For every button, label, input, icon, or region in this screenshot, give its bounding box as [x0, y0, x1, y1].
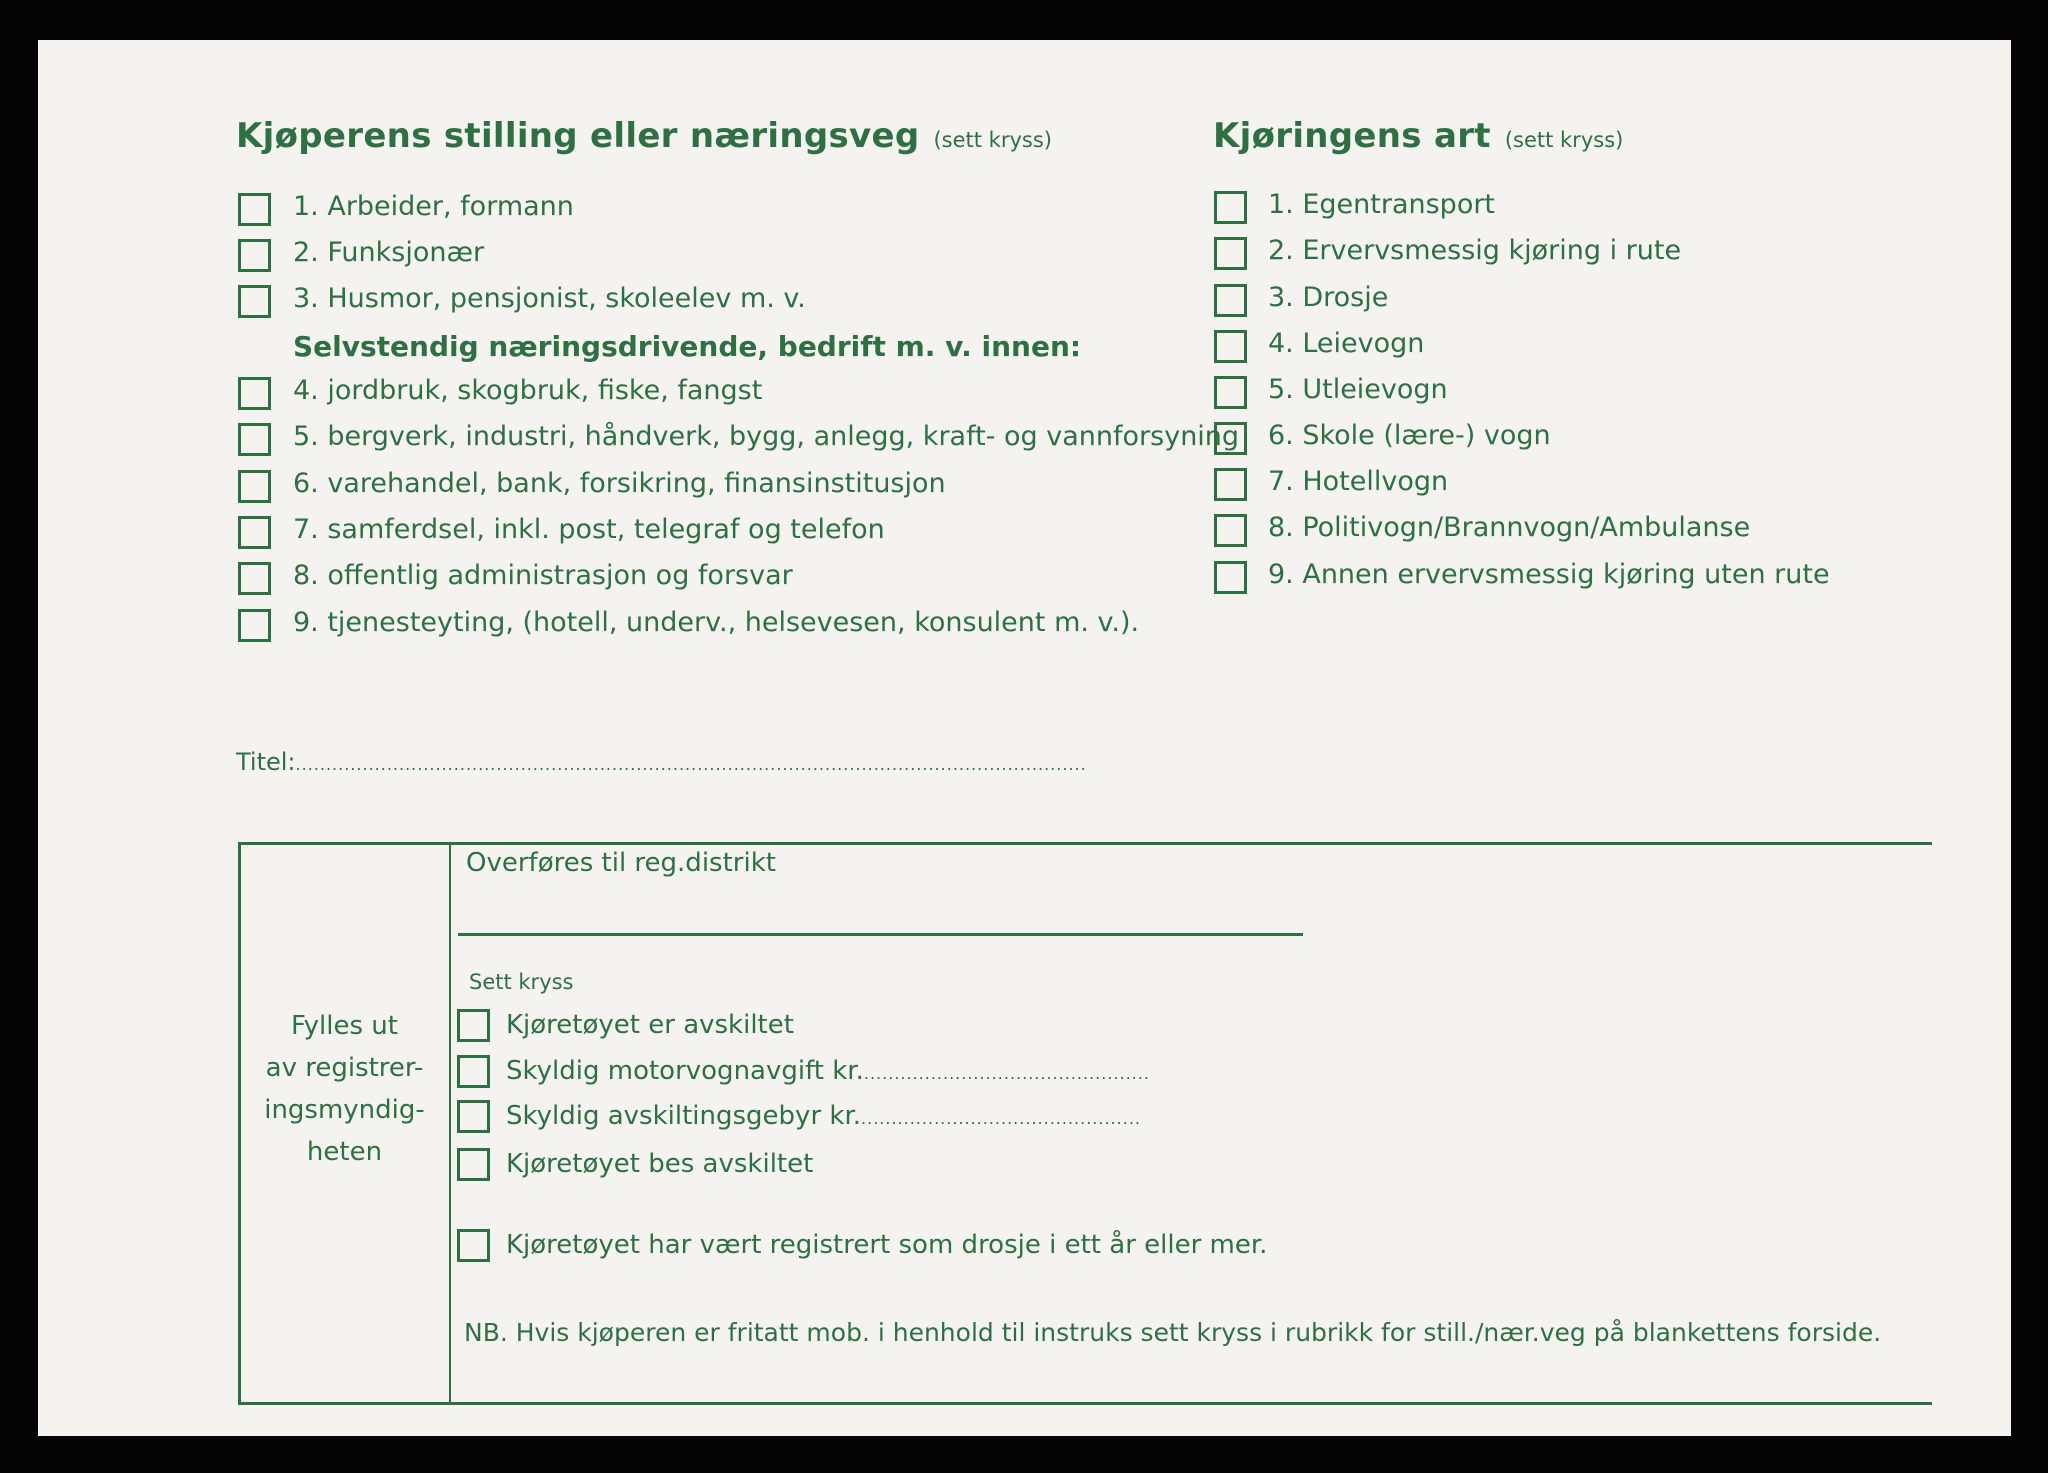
title-label: Titel: [236, 748, 296, 776]
vehicle-tax-owed-label: Skyldig motorvognavgift kr. [506, 1056, 864, 1086]
driving-item-9: 9. Annen ervervsmessig kjøring uten rute [1268, 559, 1830, 590]
checkbox-driving-8[interactable] [1214, 514, 1247, 547]
checkbox-driving-7[interactable] [1214, 468, 1247, 501]
checkbox-request-deregistration[interactable] [457, 1148, 490, 1181]
side-label-line-4: heten [306, 1137, 383, 1167]
self-employed-subheading: Selvstendig næringsdrivende, bedrift m. v. innen: [293, 330, 1082, 363]
vehicle-tax-amount-field[interactable]: ............................................... [863, 1064, 1150, 1083]
check-instruction: Sett kryss [469, 970, 574, 994]
registry-side-label [252, 1005, 437, 1173]
registered-taxi-label: Kjøretøyet har vært registrert som drosje i ett år eller mer. [506, 1230, 1268, 1260]
driving-type-title: Kjøringens art [1213, 116, 1491, 156]
request-deregistration-label: Kjøretøyet bes avskiltet [506, 1149, 814, 1179]
checkbox-occupation-1[interactable] [238, 193, 271, 226]
checkbox-driving-4[interactable] [1214, 330, 1247, 363]
checkbox-deregistration-fee-owed[interactable] [457, 1100, 490, 1133]
registry-box-top-border [238, 842, 1932, 845]
occupation-item-4: 4. jordbruk, skogbruk, fiske, fangst [293, 375, 763, 406]
checkbox-registered-taxi[interactable] [457, 1229, 490, 1262]
checkbox-driving-5[interactable] [1214, 376, 1247, 409]
checkbox-occupation-9[interactable] [238, 609, 271, 642]
driving-item-5: 5. Utleievogn [1268, 374, 1448, 405]
buyer-occupation-note: (sett kryss) [933, 128, 1052, 152]
occupation-item-2: 2. Funksjonær [293, 237, 485, 268]
driving-item-4: 4. Leievogn [1268, 328, 1425, 359]
occupation-item-8: 8. offentlig administrasjon og forsvar [293, 560, 793, 591]
driving-item-1: 1. Egentransport [1268, 189, 1496, 220]
driving-item-6: 6. Skole (lære-) vogn [1268, 420, 1551, 451]
side-label-line-1: Fylles ut [291, 1011, 398, 1041]
nb-note: NB. Hvis kjøperen er fritatt mob. i henhold til instruks sett kryss i rubrikk for still./nær.veg på blankettens forside. [464, 1318, 1882, 1347]
driving-item-8: 8. Politivogn/Brannvogn/Ambulanse [1268, 512, 1751, 543]
title-field[interactable] [236, 748, 1087, 776]
occupation-item-5: 5. bergverk, industri, håndverk, bygg, anlegg, kraft- og vannforsyning [293, 421, 1240, 452]
driving-type-heading [1213, 116, 1623, 156]
checkbox-occupation-2[interactable] [238, 239, 271, 272]
deregistration-fee-row [506, 1101, 1141, 1131]
checkbox-driving-1[interactable] [1214, 191, 1247, 224]
buyer-occupation-title: Kjøperens stilling eller næringsveg [236, 116, 920, 156]
side-label-line-2: av registrer- [265, 1053, 424, 1083]
vehicle-tax-owed-row [506, 1056, 1150, 1086]
occupation-item-7: 7. samferdsel, inkl. post, telegraf og telefon [293, 514, 885, 545]
transfer-district-label: Overføres til reg.distrikt [466, 848, 776, 878]
driving-type-note: (sett kryss) [1504, 128, 1624, 152]
registry-box-bottom-border [238, 1402, 1932, 1405]
occupation-item-3: 3. Husmor, pensjonist, skoleelev m. v. [293, 283, 806, 314]
checkbox-occupation-3[interactable] [238, 285, 271, 318]
registry-box-left-border [238, 842, 241, 1405]
checkbox-driving-9[interactable] [1214, 561, 1247, 594]
deregistration-fee-label: Skyldig avskiltingsgebyr kr. [506, 1101, 862, 1131]
side-label-line-3: ingsmyndig- [264, 1095, 425, 1125]
checkbox-driving-6[interactable] [1214, 422, 1247, 455]
checkbox-occupation-7[interactable] [238, 516, 271, 549]
occupation-item-1: 1. Arbeider, formann [293, 191, 574, 222]
transfer-district-field[interactable] [458, 933, 1303, 936]
checkbox-driving-2[interactable] [1214, 237, 1247, 270]
checkbox-vehicle-tax-owed[interactable] [457, 1055, 490, 1088]
deregistration-fee-amount-field[interactable]: .............................................. [861, 1109, 1141, 1128]
buyer-occupation-heading [236, 116, 1052, 156]
title-dotted-line: .................................................................................................................................. [295, 755, 1087, 774]
checkbox-occupation-8[interactable] [238, 562, 271, 595]
deregistered-label: Kjøretøyet er avskiltet [506, 1010, 794, 1040]
driving-item-3: 3. Drosje [1268, 282, 1389, 313]
checkbox-driving-3[interactable] [1214, 284, 1247, 317]
checkbox-occupation-6[interactable] [238, 470, 271, 503]
driving-item-2: 2. Ervervsmessig kjøring i rute [1268, 235, 1682, 266]
checkbox-deregistered[interactable] [457, 1009, 490, 1042]
occupation-item-6: 6. varehandel, bank, forsikring, finansinstitusjon [293, 468, 946, 499]
checkbox-occupation-5[interactable] [238, 423, 271, 456]
driving-item-7: 7. Hotellvogn [1268, 466, 1449, 497]
registry-box-divider [449, 842, 451, 1405]
occupation-item-9: 9. tjenesteyting, (hotell, underv., helsevesen, konsulent m. v.). [293, 607, 1140, 638]
checkbox-occupation-4[interactable] [238, 377, 271, 410]
